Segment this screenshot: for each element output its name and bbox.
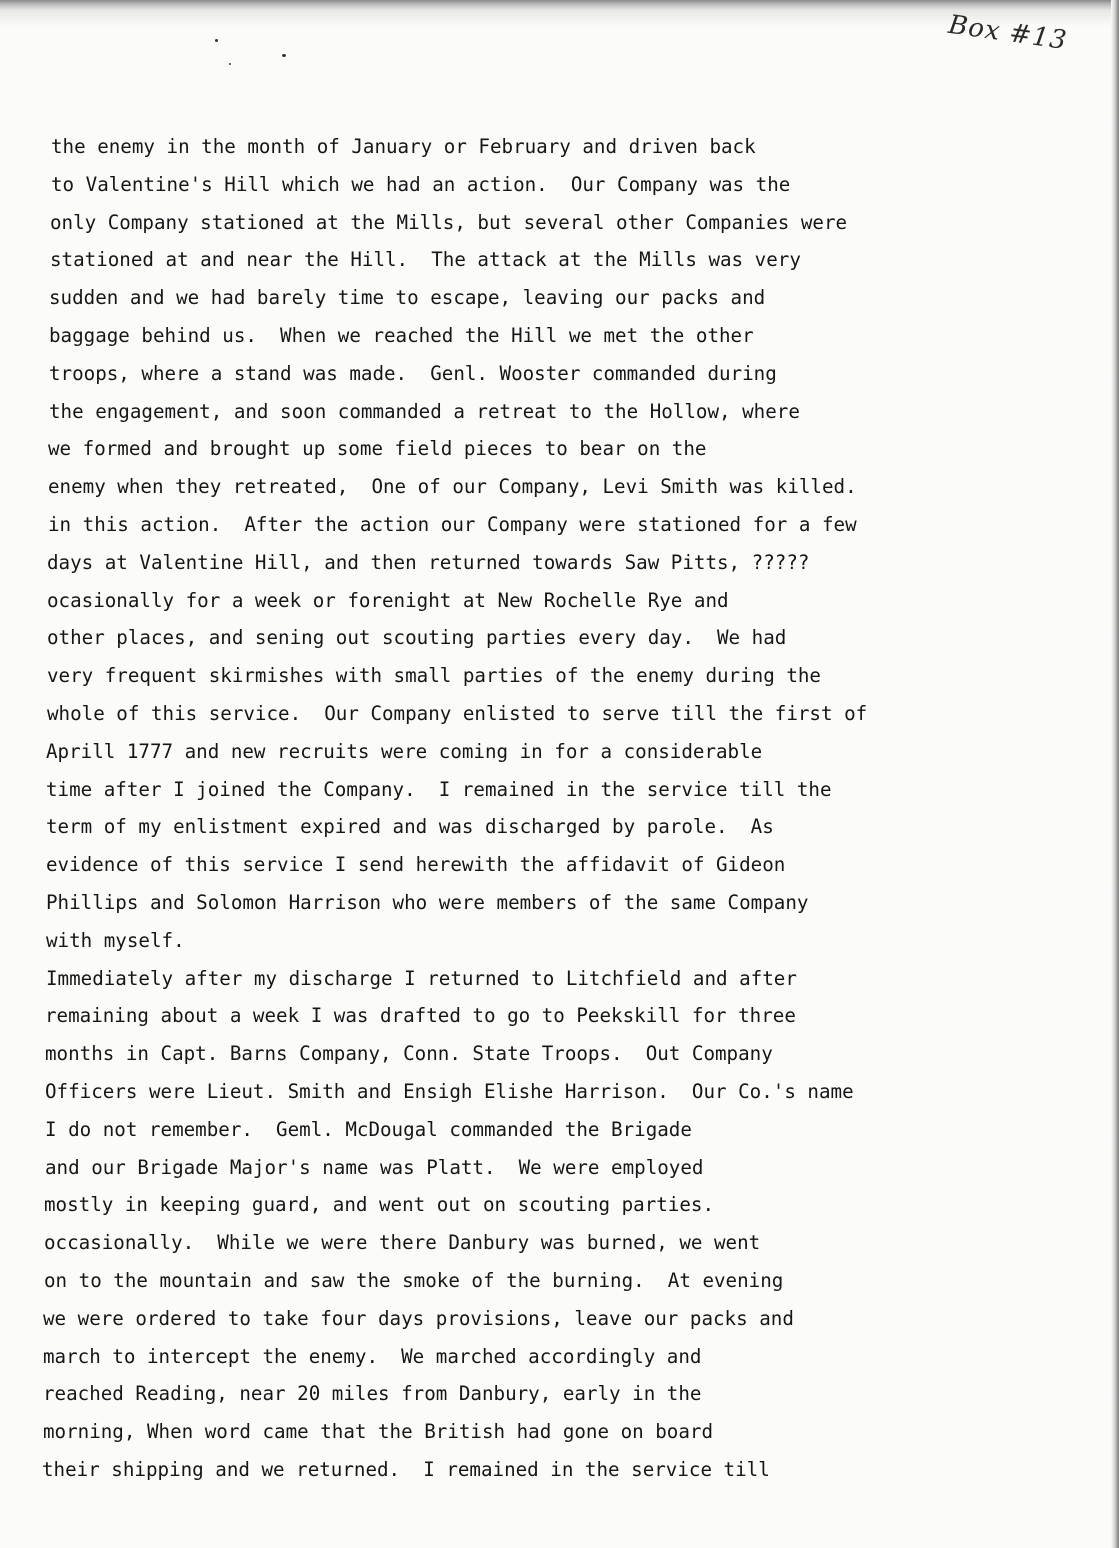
text-line: with myself. <box>46 928 185 952</box>
text-line: in this action. After the action our Company were stationed for a few <box>48 512 857 536</box>
text-line: very frequent skirmishes with small parties of the enemy during the <box>47 664 821 688</box>
typed-text-body <box>0 128 1119 1489</box>
text-line: sudden and we had barely time to escape, leaving our packs and <box>49 286 766 310</box>
text-line: time after I joined the Company. I remained in the service till the <box>46 777 832 801</box>
text-line: Immediately after my discharge I returned to Litchfield and after <box>46 966 797 990</box>
text-line: and our Brigade Major's name was Platt. We were employed <box>45 1155 704 1179</box>
text-line: other places, and sening out scouting parties every day. We had <box>47 626 787 650</box>
text-line: days at Valentine Hill, and then returned towards Saw Pitts, ????? <box>47 550 810 574</box>
text-line: on to the mountain and saw the smoke of the burning. At evening <box>44 1268 784 1292</box>
text-line: march to intercept the enemy. We marched accordingly and <box>43 1344 702 1368</box>
text-line: remaining about a week I was drafted to go to Peekskill for three <box>45 1004 796 1028</box>
text-line: evidence of this service I send herewith the affidavit of Gideon <box>46 853 786 877</box>
text-line: troops, where a stand was made. Genl. Wooster commanded during <box>49 361 777 385</box>
text-line: morning, When word came that the British had gone on board <box>43 1420 714 1444</box>
text-line: reached Reading, near 20 miles from Danbury, early in the <box>43 1382 702 1406</box>
scan-speck <box>215 39 218 42</box>
text-line: their shipping and we returned. I remained in the service till <box>42 1457 770 1481</box>
text-line: we were ordered to take four days provisions, leave our packs and <box>43 1306 794 1330</box>
text-line: Phillips and Solomon Harrison who were members of the same Company <box>46 890 809 914</box>
text-line: ocasionally for a week or forenight at New Rochelle Rye and <box>47 588 729 612</box>
text-line: mostly in keeping guard, and went out on scouting parties. <box>44 1193 715 1217</box>
scan-speck <box>282 54 286 57</box>
text-line: the engagement, and soon commanded a retreat to the Hollow, where <box>49 399 800 423</box>
scan-speck <box>229 63 231 65</box>
text-line: whole of this service. Our Company enlisted to serve till the first of <box>47 701 868 725</box>
text-line: occasionally. While we were there Danbury was burned, we went <box>44 1231 761 1255</box>
text-line: we formed and brought up some field pieces to bear on the <box>48 437 707 461</box>
text-line: term of my enlistment expired and was discharged by parole. As <box>46 815 774 839</box>
text-line: Aprill 1777 and new recruits were coming in for a considerable <box>46 739 763 763</box>
text-line: enemy when they retreated, One of our Company, Levi Smith was killed. <box>48 475 857 499</box>
text-line: stationed at and near the Hill. The attack at the Mills was very <box>50 248 801 272</box>
text-line: I do not remember. Geml. McDougal commanded the Brigade <box>45 1117 692 1141</box>
handwritten-box-annotation: Box #13 <box>946 9 1070 57</box>
text-line: the enemy in the month of January or February and driven back <box>51 135 756 158</box>
text-line: to Valentine's Hill which we had an action. Our Company was the <box>51 172 791 196</box>
text-line: Officers were Lieut. Smith and Ensigh Elishe Harrison. Our Co.'s name <box>45 1079 854 1103</box>
text-line: baggage behind us. When we reached the Hill we met the other <box>49 323 754 347</box>
text-line: months in Capt. Barns Company, Conn. State Troops. Out Company <box>45 1042 773 1066</box>
text-line: only Company stationed at the Mills, but several other Companies were <box>50 210 848 234</box>
